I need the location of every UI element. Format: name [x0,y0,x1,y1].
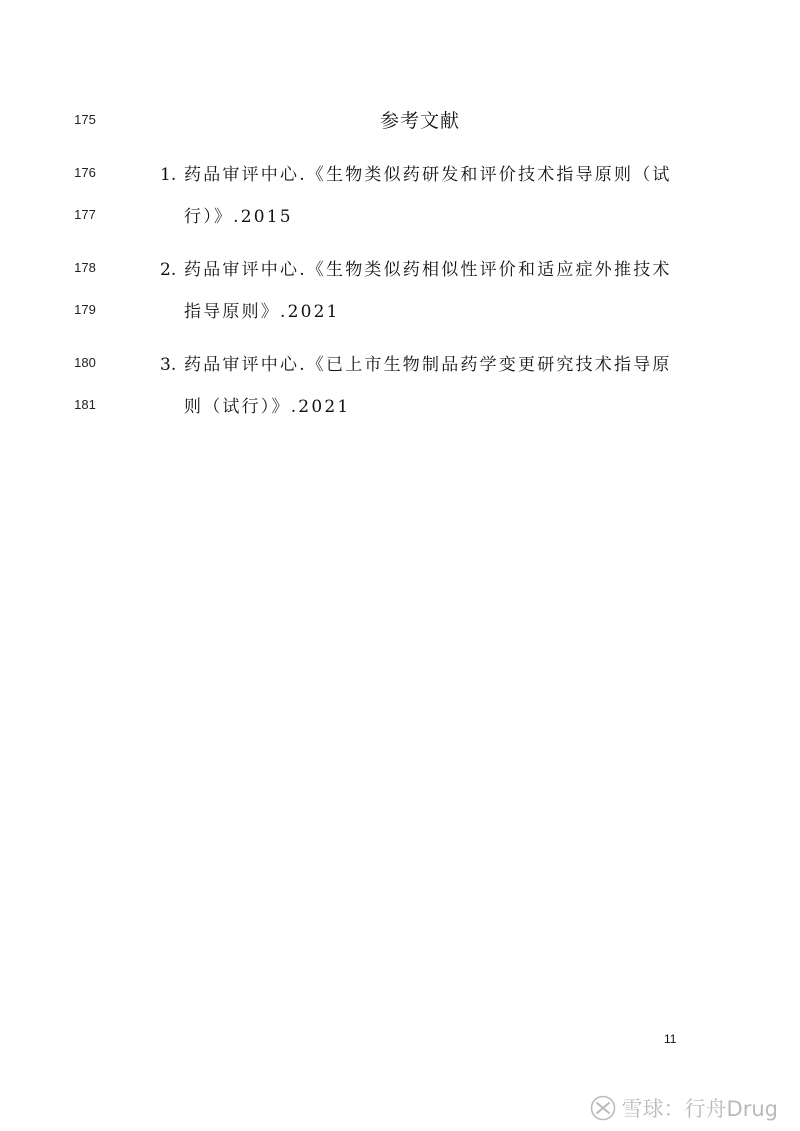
reference-continuation: 行）》.2015 [184,207,293,227]
reference-text: 药品审评中心.《已上市生物制品药学变更研究技术指导原 [184,355,672,375]
line-number: 180 [74,355,96,370]
reference-continuation: 指导原则》.2021 [184,302,340,322]
line-number: 178 [74,260,96,275]
reference-number: 1. [160,165,177,185]
reference-item [160,255,672,280]
watermark-text: 雪球：行舟Drug [621,1097,778,1121]
reference-item [160,350,672,375]
line-number: 179 [74,302,96,317]
reference-text: 药品审评中心.《生物类似药研发和评价技术指导原则（试 [184,165,672,185]
line-number: 176 [74,165,96,180]
reference-continuation: 则（试行）》.2021 [184,397,351,417]
line-number: 181 [74,397,96,412]
reference-item [160,160,672,185]
xueqiu-logo-icon [590,1095,616,1121]
references-heading: 参考文献 [379,110,460,132]
page-number: 11 [664,1032,677,1046]
reference-number: 2. [160,260,177,280]
line-number: 175 [74,112,96,127]
watermark [590,1093,778,1123]
reference-number: 3. [160,355,177,375]
reference-text: 药品审评中心.《生物类似药相似性评价和适应症外推技术 [184,260,672,280]
line-number: 177 [74,207,96,222]
